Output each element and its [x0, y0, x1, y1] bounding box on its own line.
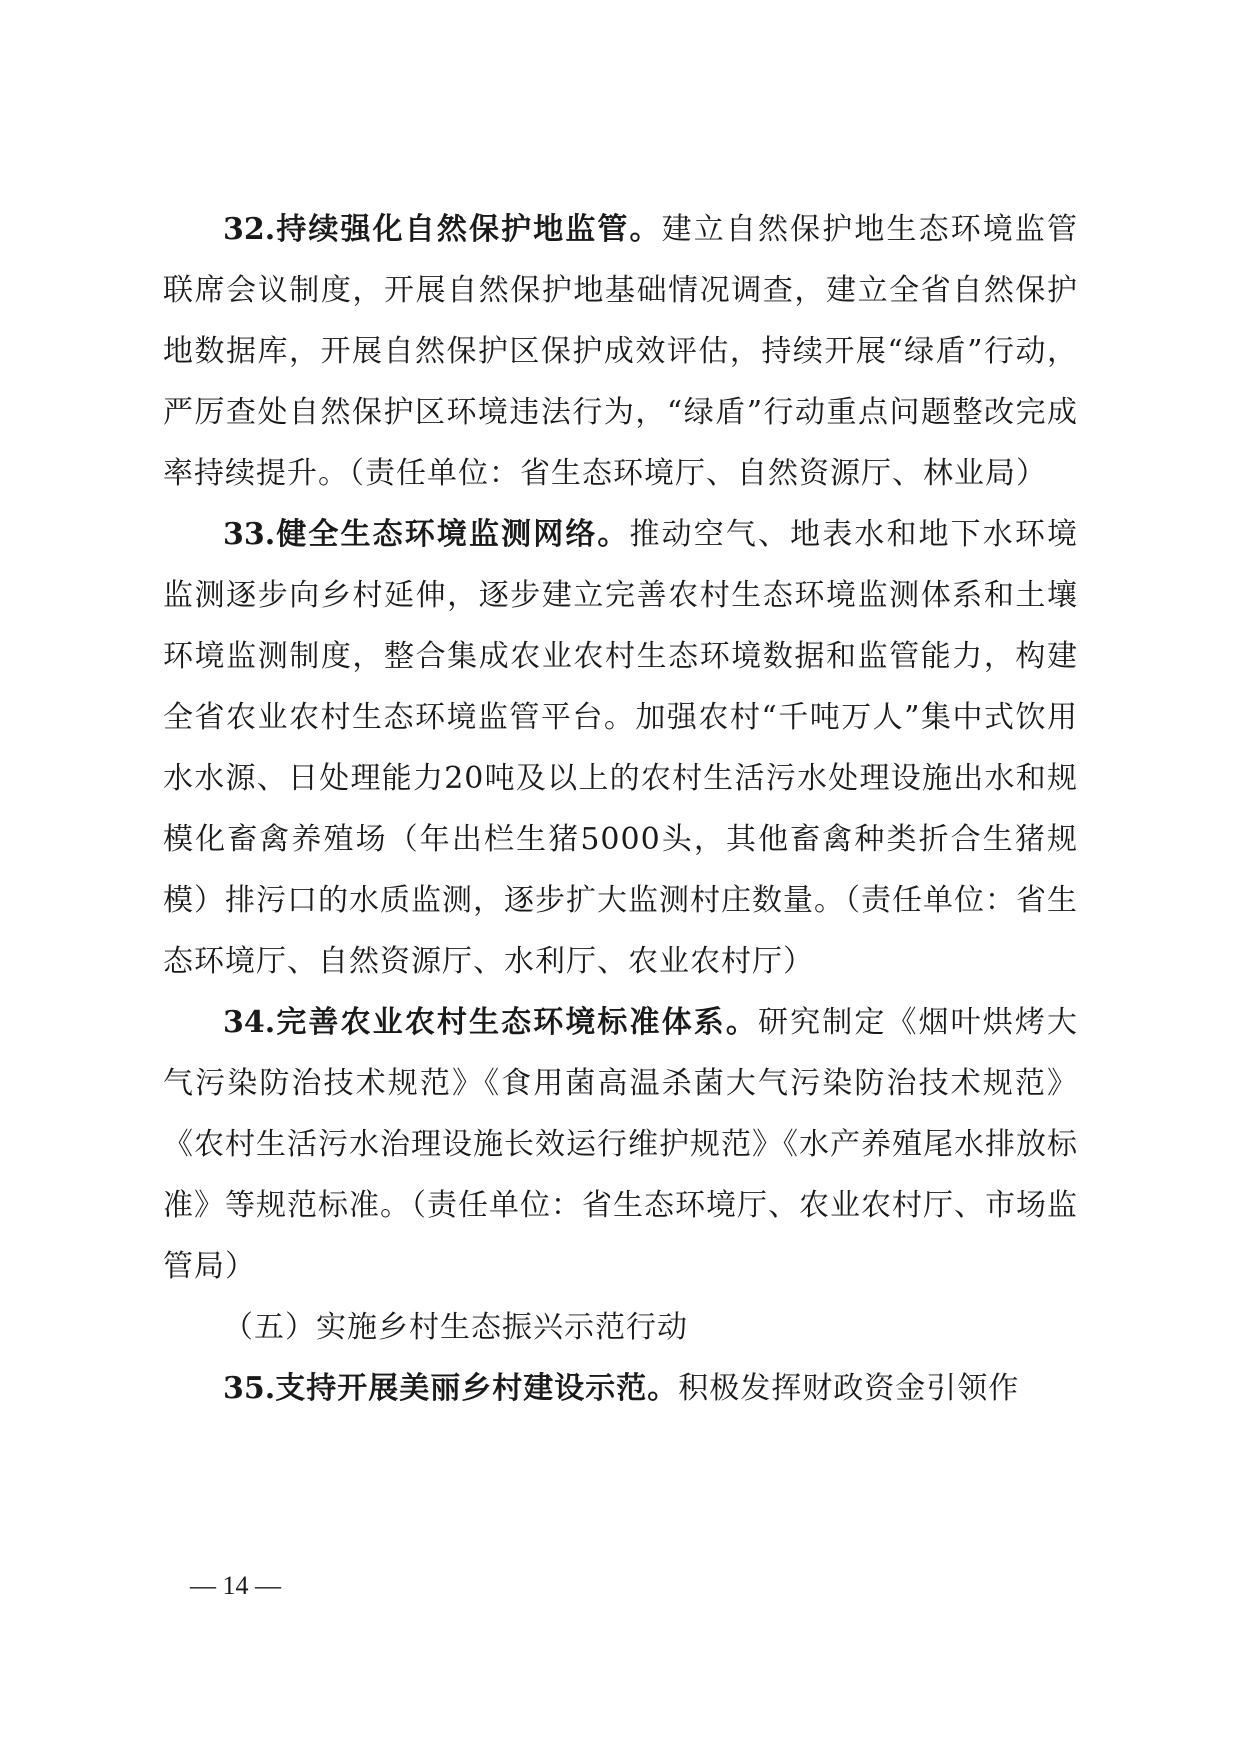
section-heading: （五）实施乡村生态振兴示范行动: [223, 1310, 688, 1345]
item-text: 积极发挥财政资金引领作: [678, 1371, 1020, 1406]
item-number: 33.: [223, 517, 276, 552]
item-lead: 健全生态环境监测网络。: [275, 517, 630, 552]
item-lead: 持续强化自然保护地监管。: [275, 212, 662, 247]
paragraph-32: [163, 199, 1078, 504]
item-text: 研究制定《烟叶烘烤大气污染防治技术规范》《食用菌高温杀菌大气污染防治技术规范》《农村生活污水治理设施长效运行维护规范》《水产养殖尾水排放标准》等规范标准。（责任单位：省生态环境厅、农业农村厅、市场监管局）: [163, 1005, 1079, 1284]
item-number: 34.: [223, 1005, 276, 1040]
item-lead: 支持开展美丽乡村建设示范。: [275, 1371, 679, 1406]
page-number: — 14 —: [190, 1571, 281, 1600]
item-text: 推动空气、地表水和地下水环境监测逐步向乡村延伸，逐步建立完善农村生态环境监测体系和土壤环境监测制度，整合集成农业农村生态环境数据和监管能力，构建全省农业农村生态环境监管平台。加强农村“千吨万人”集中式饮用水水源、日处理能力20吨及以上的农村生活污水处理设施出水和规模化畜禽养殖场（年出栏生猪5000头，其他畜禽种类折合生猪规模）排污口的水质监测，逐步扩大监测村庄数量。（责任单位：省生态环境厅、自然资源厅、水利厅、农业农村厅）: [163, 517, 1079, 979]
document-body: [163, 199, 1078, 1419]
paragraph-33: [163, 504, 1078, 992]
paragraph-35: [163, 1358, 1078, 1419]
paragraph-34: [163, 992, 1078, 1297]
item-number: 32.: [223, 212, 276, 247]
item-text: 建立自然保护地生态环境监管联席会议制度，开展自然保护地基础情况调查，建立全省自然保护地数据库，开展自然保护区保护成效评估，持续开展“绿盾”行动，严厉查处自然保护区环境违法行为，“绿盾”行动重点问题整改完成率持续提升。（责任单位：省生态环境厅、自然资源厅、林业局）: [163, 212, 1079, 491]
item-number: 35.: [223, 1371, 276, 1406]
item-lead: 完善农业农村生态环境标准体系。: [275, 1005, 758, 1040]
